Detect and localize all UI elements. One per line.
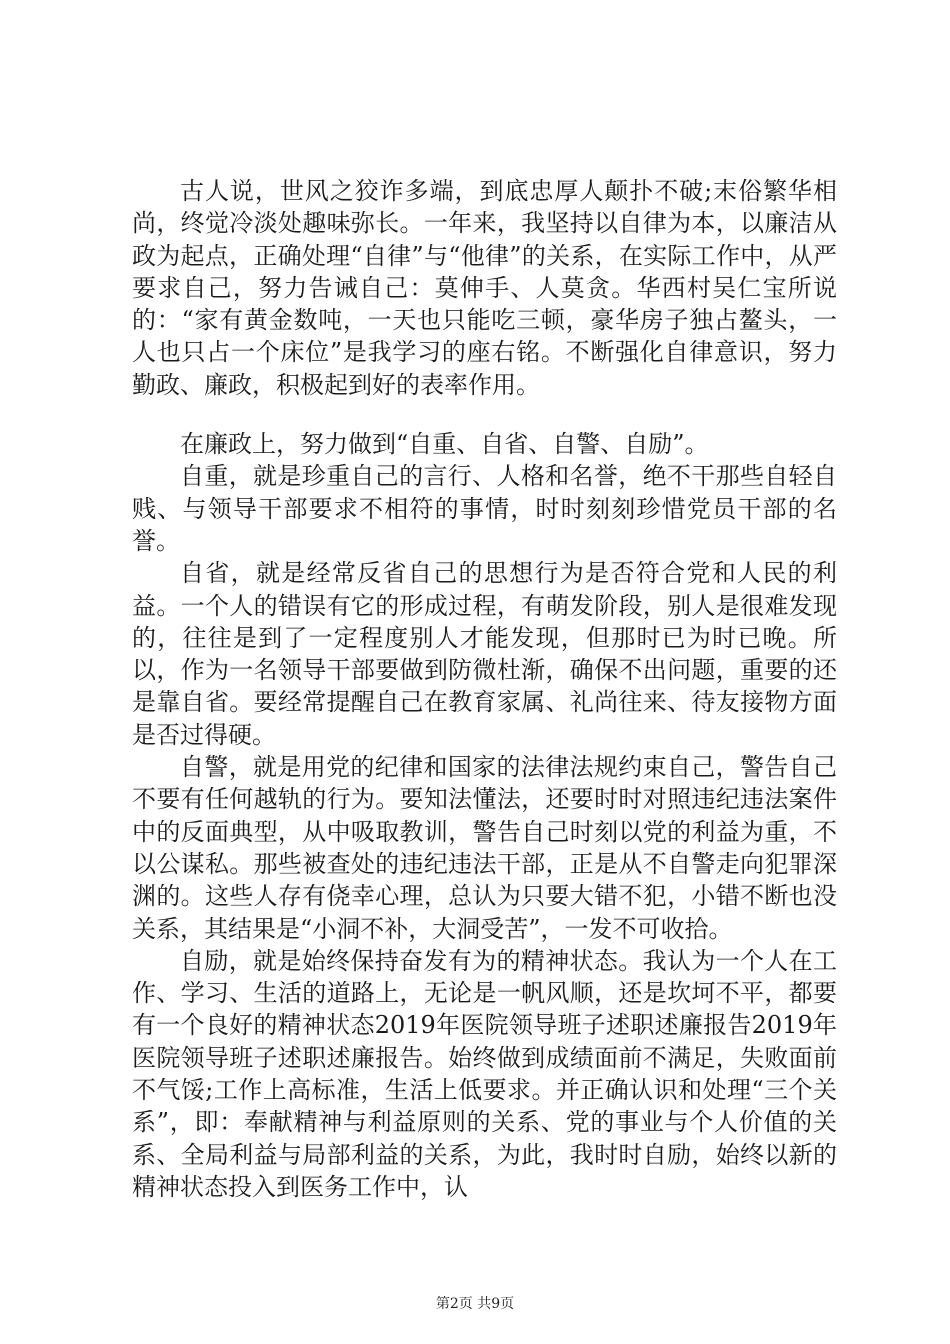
- paragraph-self-warning: 自警，就是用党的纪律和国家的法律法规约束自己，警告自己不要有任何越轨的行为。要知法懂法，还要时时对照违纪违法案件中的反面典型，从中吸取教训，警告自己时刻以党的利益为重，不以公谋私。那些被查处的违纪违法干部，正是从不自警走向犯罪深渊的。这些人存有侥幸心理，总认为只要大错不犯，小错不断也没关系，其结果是“小洞不补，大洞受苦”，一发不可收拾。: [132, 753, 837, 943]
- document-body: [132, 175, 837, 1203]
- paragraph-principle: 在廉政上，努力做到“自重、自省、自警、自励”。: [180, 430, 709, 459]
- page-number-footer: 第2页 共9页: [435, 1296, 515, 1312]
- paragraph-self-reflection: 自省，就是经常反省自己的思想行为是否符合党和人民的利益。一个人的错误有它的形成过程，有萌发阶段，别人是很难发现的，往往是到了一定程度别人才能发现，但那时已为时已晚。所以，作为一名领导干部要做到防微杜渐，确保不出问题，重要的还是靠自省。要经常提醒自己在教育家属、礼尚往来、待友接物方面是否过得硬。: [132, 559, 837, 749]
- paragraph-intro: 古人说，世风之狡诈多端，到底忠厚人颠扑不破;末俗繁华相尚，终觉冷淡处趣味弥长。一年来，我坚持以自律为本，以廉洁从政为起点，正确处理“自律”与“他律”的关系，在实际工作中，从严要求自己，努力告诫自己：莫伸手、人莫贪。华西村吴仁宝所说的：“家有黄金数吨，一天也只能吃三顿，豪华房子独占鳌头，一人也只占一个床位”是我学习的座右铭。不断强化自律意识，努力勤政、廉政，积极起到好的表率作用。: [132, 177, 837, 399]
- paragraph-self-respect: 自重，就是珍重自己的言行、人格和名誉，绝不干那些自轻自贱、与领导干部要求不相符的事情，时时刻刻珍惜党员干部的名誉。: [132, 462, 837, 555]
- paragraph-self-motivation: 自励，就是始终保持奋发有为的精神状态。我认为一个人在工作、学习、生活的道路上，无论是一帆风顺，还是坎坷不平，都要有一个良好的精神状态2019年医院领导班子述职述廉报告2019年医院领导班子述职述廉报告。始终做到成绩面前不满足，失败面前不气馁;工作上高标准，生活上低要求。并正确认识和处理“三个关系”，即：奉献精神与利益原则的关系、党的事业与个人价值的关系、全局利益与局部利益的关系，为此，我时时自励，始终以新的精神状态投入到医务工作中，认: [132, 946, 837, 1201]
